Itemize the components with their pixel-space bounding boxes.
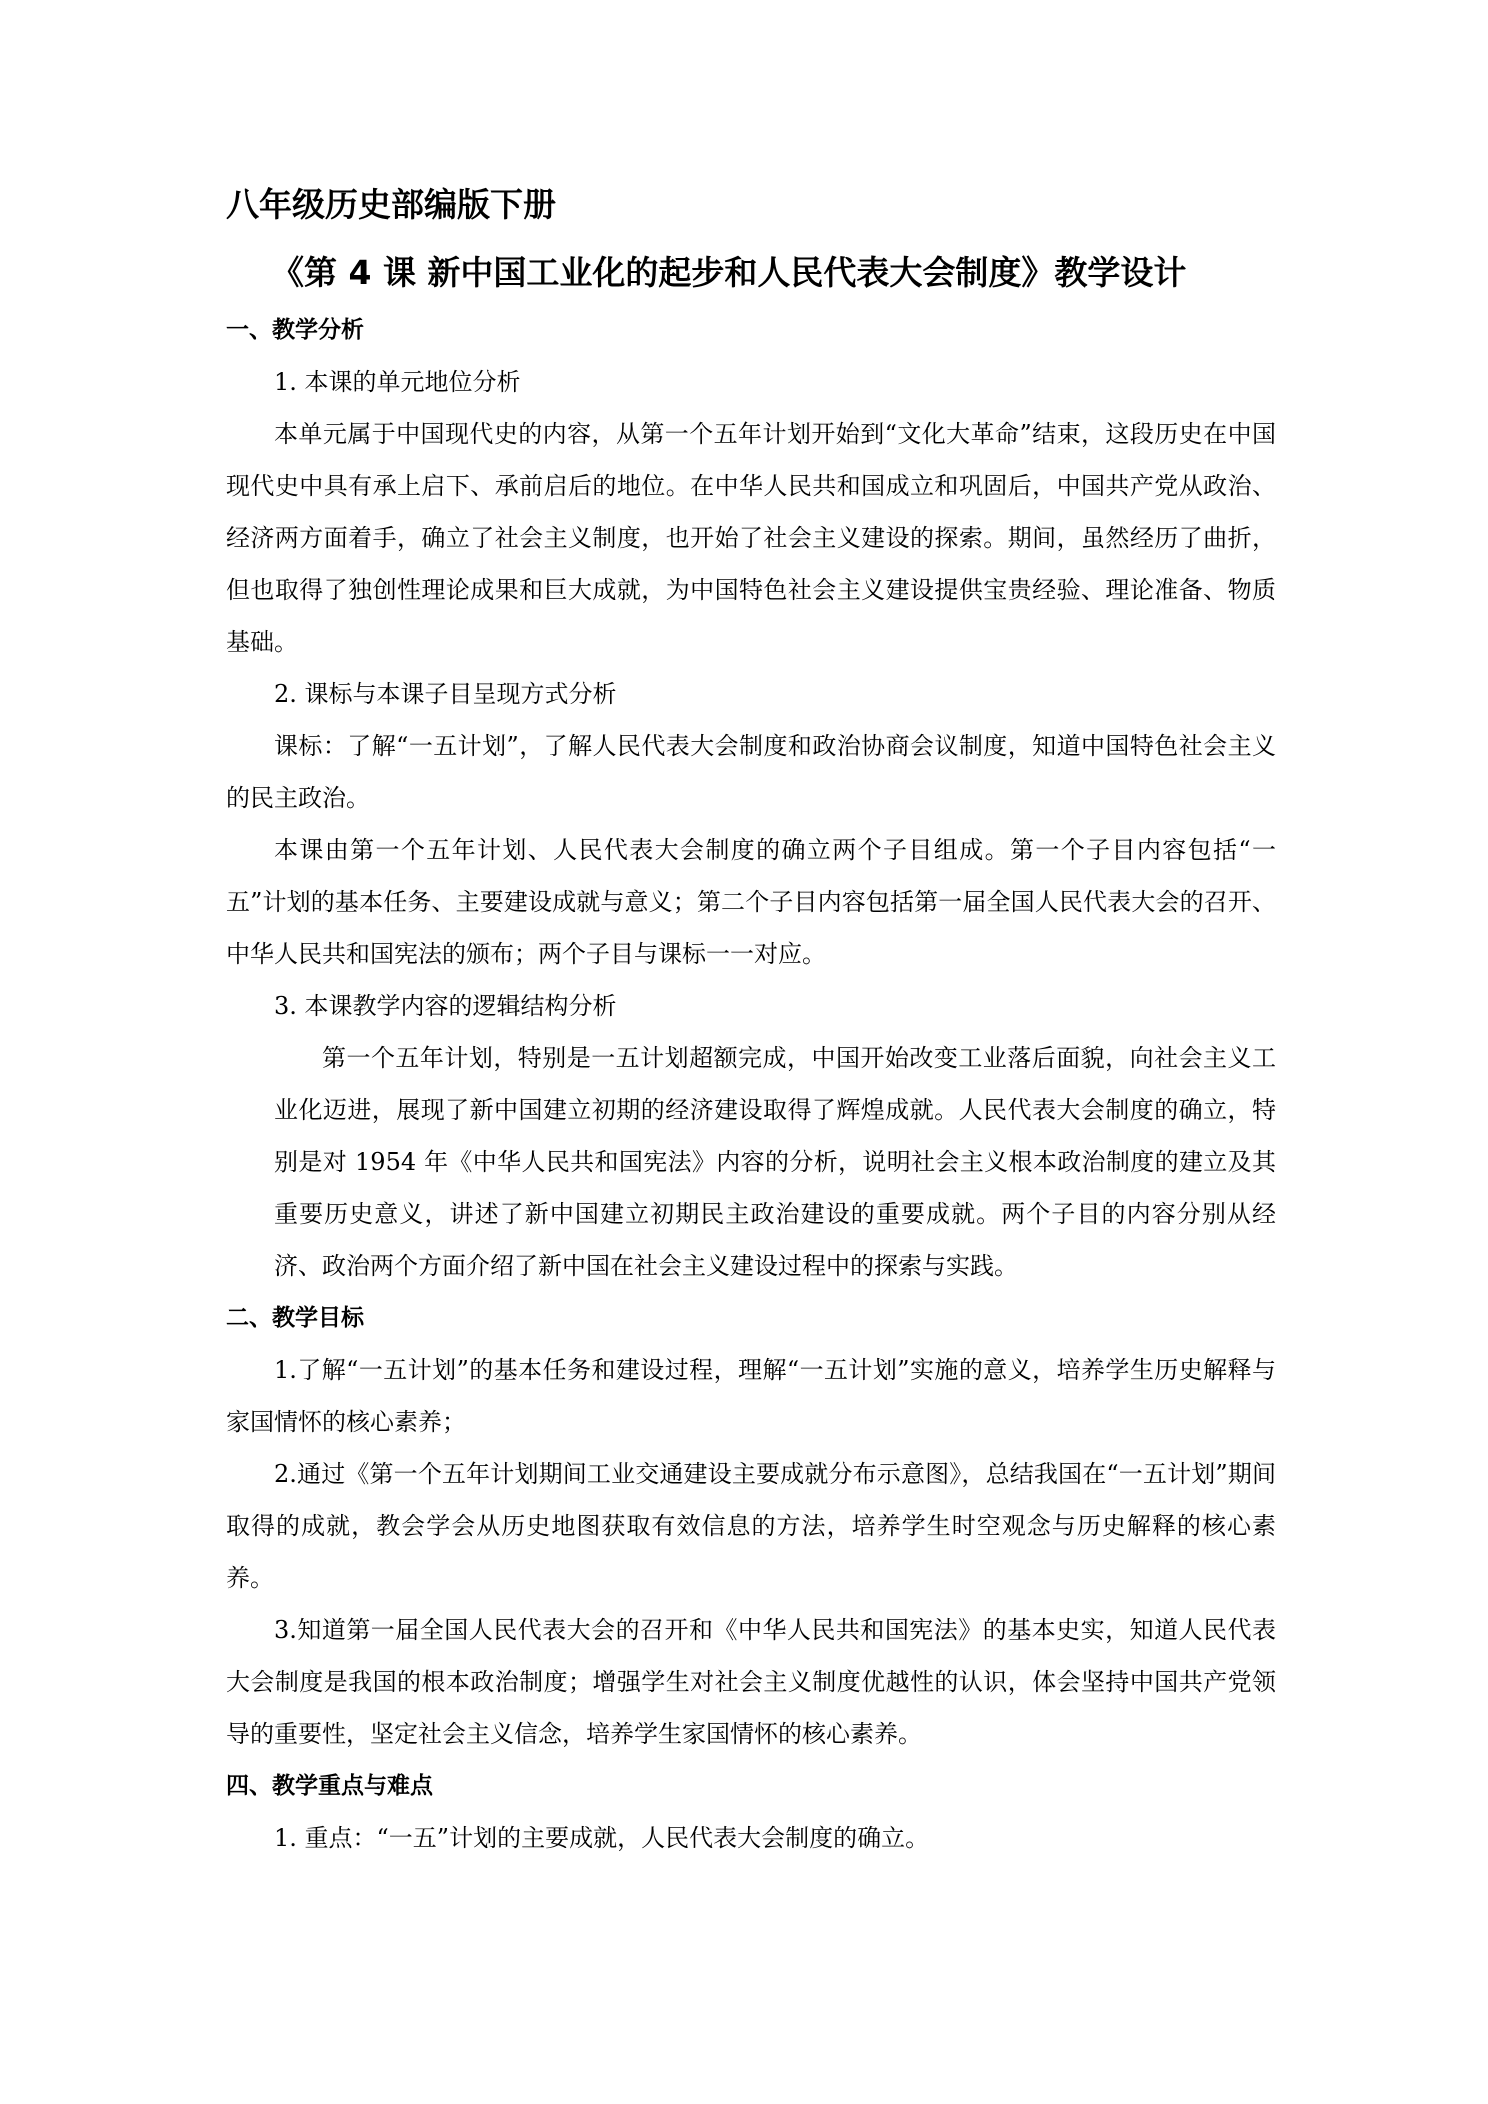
paragraph: 第一个五年计划，特别是一五计划超额完成，中国开始改变工业落后面貌，向社会主义工业化迈进，展现了新中国建立初期的经济建设取得了辉煌成就。人民代表大会制度的确立，特别是对 1954 年《中华人民共和国宪法》内容的分析，说明社会主义根本政治制度的建立及其重要历史意义，讲述了新中国建立初期民主政治建设的重要成就。两个子目的内容分别从经济、政治两个方面介绍了新中国在社会主义建设过程中的探索与实践。 <box>274 1044 1276 1280</box>
paragraph: 1.了解“一五计划”的基本任务和建设过程，理解“一五计划”实施的意义，培养学生历史解释与家国情怀的核心素养； <box>226 1356 1276 1436</box>
paragraph: 本单元属于中国现代史的内容，从第一个五年计划开始到“文化大革命”结束，这段历史在中国现代史中具有承上启下、承前启后的地位。在中华人民共和国成立和巩固后，中国共产党从政治、经济两方面着手，确立了社会主义制度，也开始了社会主义建设的探索。期间，虽然经历了曲折，但也取得了独创性理论成果和巨大成就，为中国特色社会主义建设提供宝贵经验、理论准备、物质基础。 <box>226 420 1276 656</box>
paragraph: 课标：了解“一五计划”，了解人民代表大会制度和政治协商会议制度，知道中国特色社会主义的民主政治。 <box>226 732 1276 812</box>
section-teaching-objectives <box>226 1292 1276 1760</box>
section-key-points <box>226 1760 1276 1864</box>
subsection-heading: 2. 课标与本课子目呈现方式分析 <box>274 680 617 708</box>
document-title: 八年级历史部编版下册 <box>226 185 556 224</box>
subsection-heading: 3. 本课教学内容的逻辑结构分析 <box>274 992 617 1020</box>
section-heading: 二、教学目标 <box>226 1305 364 1331</box>
section-heading: 四、教学重点与难点 <box>226 1773 433 1799</box>
subsection-heading: 1. 重点：“一五”计划的主要成就，人民代表大会制度的确立。 <box>274 1824 930 1852</box>
paragraph: 本课由第一个五年计划、人民代表大会制度的确立两个子目组成。第一个子目内容包括“一五”计划的基本任务、主要建设成就与意义；第二个子目内容包括第一届全国人民代表大会的召开、中华人民共和国宪法的颁布；两个子目与课标一一对应。 <box>226 836 1276 968</box>
document-subtitle: 《第 4 课 新中国工业化的起步和人民代表大会制度》教学设计 <box>271 253 1187 292</box>
paragraph: 2.通过《第一个五年计划期间工业交通建设主要成就分布示意图》，总结我国在“一五计划”期间取得的成就，教会学会从历史地图获取有效信息的方法，培养学生时空观念与历史解释的核心素养。 <box>226 1460 1276 1592</box>
section-teaching-analysis <box>226 304 1276 1292</box>
section-heading: 一、教学分析 <box>226 317 364 343</box>
document-page <box>226 180 1276 1864</box>
paragraph: 3.知道第一届全国人民代表大会的召开和《中华人民共和国宪法》的基本史实，知道人民代表大会制度是我国的根本政治制度；增强学生对社会主义制度优越性的认识，体会坚持中国共产党领导的重要性，坚定社会主义信念，培养学生家国情怀的核心素养。 <box>226 1616 1276 1748</box>
subsection-heading: 1. 本课的单元地位分析 <box>274 368 521 396</box>
